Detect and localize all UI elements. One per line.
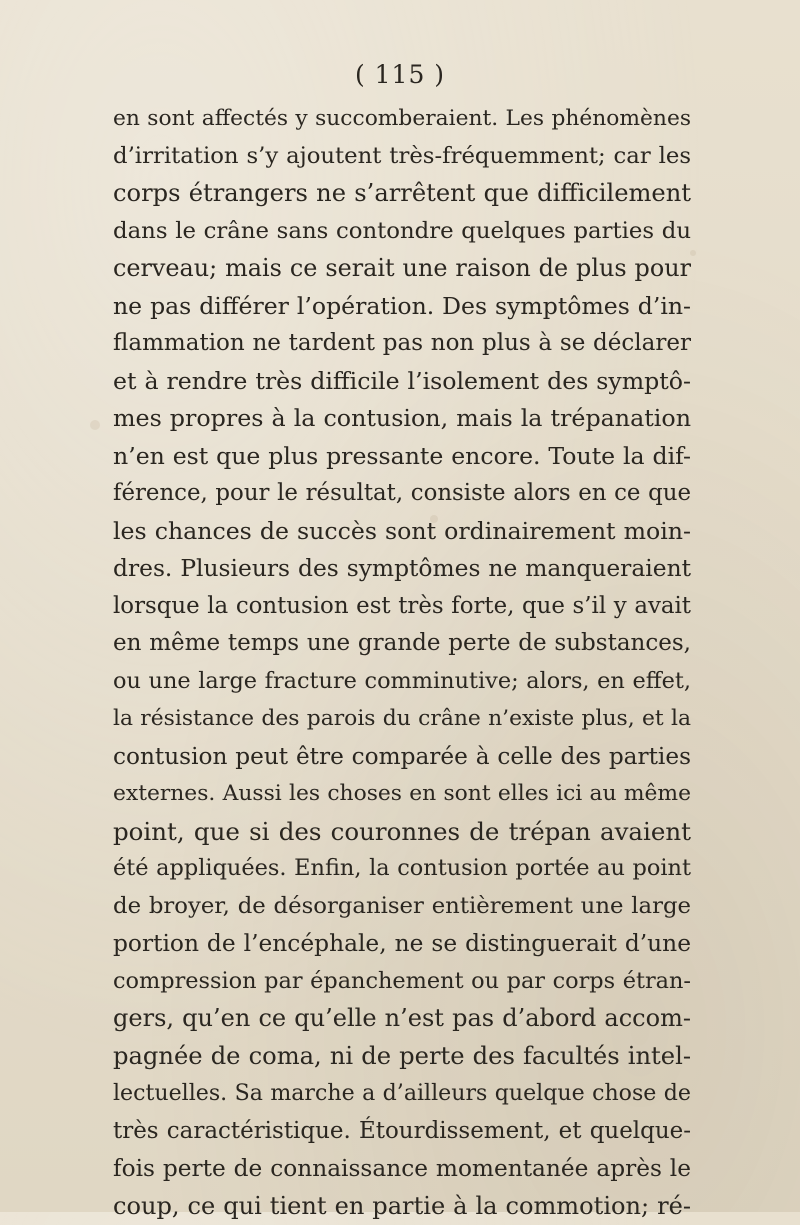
text-line: cerveau; mais ce serait une raison de plus pour [113, 250, 691, 288]
paper-spot [90, 420, 100, 430]
text-line: dans le crâne sans contondre quelques parties du [113, 213, 691, 251]
text-line: pagnée de coma, ni de perte des facultés intel- [113, 1038, 691, 1076]
page-number: ( 115 ) [0, 60, 800, 89]
text-line: férence, pour le résultat, consiste alors en ce que [113, 475, 691, 513]
text-line: point, que si des couronnes de trépan avaient [113, 813, 691, 851]
text-line: en même temps une grande perte de substances, [113, 625, 691, 663]
text-line: ou une large fracture comminutive; alors, en effet, [113, 663, 691, 701]
text-line: très caractéristique. Étourdissement, et quelque- [113, 1113, 691, 1151]
text-line: fois perte de connaissance momentanée après le [113, 1150, 691, 1188]
text-line: lectuelles. Sa marche a d’ailleurs quelque chose de [113, 1075, 691, 1113]
text-line: été appliquées. Enfin, la contusion portée au point [113, 850, 691, 888]
text-line: portion de l’encéphale, ne se distinguerait d’une [113, 925, 691, 963]
text-line: et à rendre très difficile l’isolement des symptô- [113, 363, 691, 401]
text-line: lorsque la contusion est très forte, que s’il y avait [113, 588, 691, 626]
text-line: d’irritation s’y ajoutent très-fréquemment; car les [113, 138, 691, 176]
text-line: externes. Aussi les choses en sont elles ici au même [113, 775, 691, 813]
text-line: gers, qu’en ce qu’elle n’est pas d’abord accom- [113, 1000, 691, 1038]
text-line: corps étrangers ne s’arrêtent que difficilement [113, 175, 691, 213]
text-line: ne pas différer l’opération. Des symptômes d’in- [113, 288, 691, 326]
text-line: les chances de succès sont ordinairement moin- [113, 513, 691, 551]
text-line: flammation ne tardent pas non plus à se déclarer [113, 325, 691, 363]
text-line: coup, ce qui tient en partie à la commotion; ré- [113, 1188, 691, 1225]
text-line: en sont affectés y succomberaient. Les phénomènes [113, 100, 691, 138]
text-line: compression par épanchement ou par corps étran- [113, 963, 691, 1001]
body-text [113, 100, 691, 1225]
text-line: de broyer, de désorganiser entièrement une large [113, 888, 691, 926]
text-line: mes propres à la contusion, mais la trépanation [113, 400, 691, 438]
text-line: contusion peut être comparée à celle des parties [113, 738, 691, 776]
text-line: la résistance des parois du crâne n’existe plus, et la [113, 700, 691, 738]
text-line: dres. Plusieurs des symptômes ne manqueraient [113, 550, 691, 588]
text-line: n’en est que plus pressante encore. Toute la dif- [113, 438, 691, 476]
